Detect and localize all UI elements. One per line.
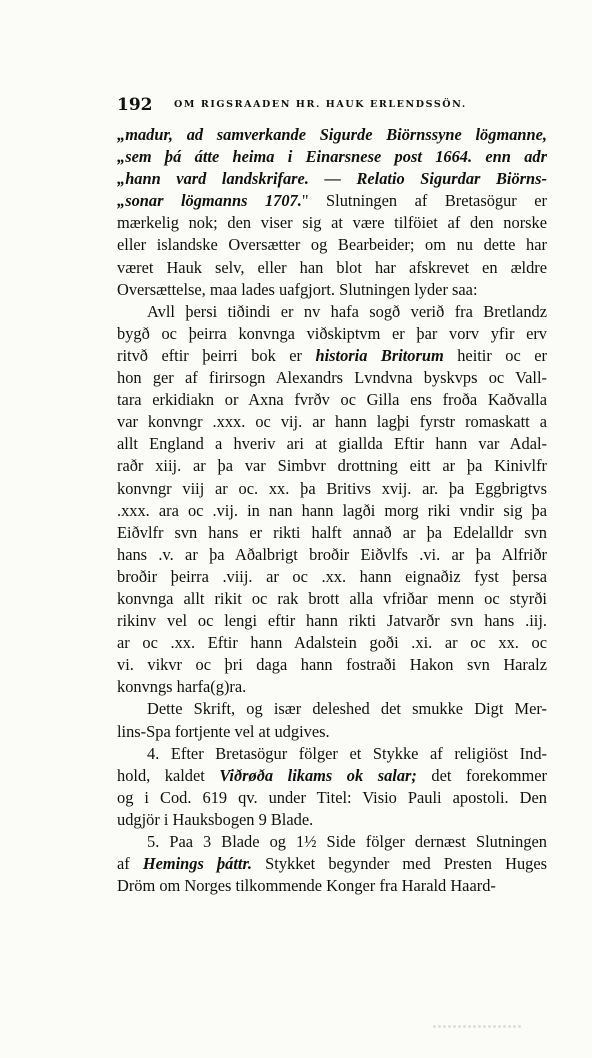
text-line bbox=[117, 345, 547, 367]
text-segment: lins-Spa fortjente vel at udgives. bbox=[117, 721, 330, 741]
text-line bbox=[117, 367, 547, 389]
italic-text: „hann vard landskrifare. — Relatio Sigurdar Biörns- bbox=[117, 169, 547, 189]
italic-text: historia Britorum bbox=[315, 345, 444, 365]
text-segment: " Slutningen af Bretasögur er bbox=[301, 191, 547, 211]
text-line bbox=[117, 610, 547, 632]
text-segment: Oversættelse, maa lades uafgjort. Slutningen lyder saa: bbox=[117, 279, 478, 299]
text-segment: 5. Paa 3 Blade og 1½ Side fölger dernæst Slutningen bbox=[147, 832, 547, 851]
text-segment: 4. Efter Bretasögur fölger et Stykke af religiöst Ind- bbox=[147, 743, 547, 763]
paragraph bbox=[117, 124, 547, 301]
text-line bbox=[117, 787, 547, 809]
text-segment: det forekommer bbox=[416, 765, 547, 785]
text-line bbox=[117, 212, 547, 234]
text-segment: hold, kaldet bbox=[117, 765, 220, 785]
page-number: 192 bbox=[117, 95, 153, 115]
text-line bbox=[117, 743, 547, 765]
text-line bbox=[117, 279, 547, 301]
text-line bbox=[117, 831, 547, 853]
text-line bbox=[117, 522, 547, 544]
text-line bbox=[117, 124, 547, 146]
italic-text: „sem þá átte heima i Einarsnese post 1664. enn adr bbox=[117, 147, 547, 167]
text-line bbox=[117, 853, 547, 875]
text-segment: Stykket begynder med Presten Huges bbox=[252, 854, 547, 874]
text-segment: heitir oc er bbox=[443, 345, 547, 365]
text-segment: hon ger af firirsogn Alexandrs Lvndvna byskvps oc Vall- bbox=[117, 368, 547, 388]
text-segment: konvngs harfa(g)ra. bbox=[117, 677, 247, 697]
text-segment: broðir þeirra .viij. ar oc .xx. hann eignaðiz fyst þersa bbox=[117, 566, 547, 586]
text-segment: ar oc .xx. Eftir hann Adalstein goði .xi. ar oc xx. oc bbox=[117, 633, 547, 653]
text-segment: Eiðvlfr svn hans er rikti halft annað ar þa Edelalldr svn bbox=[117, 522, 547, 542]
paragraph bbox=[117, 743, 547, 831]
text-segment: og i Cod. 619 qv. under Titel: Visio Pauli apostoli. Den bbox=[117, 787, 547, 807]
paragraph bbox=[117, 301, 547, 699]
text-segment: af bbox=[117, 854, 143, 874]
paragraph bbox=[117, 698, 547, 742]
text-segment: vi. vikvr oc þri daga hann fostraði Hakon svn Haralz bbox=[117, 655, 547, 675]
text-line bbox=[117, 809, 547, 831]
italic-text: Viðrøða likams ok salar; bbox=[219, 765, 417, 785]
text-line bbox=[117, 698, 547, 720]
text-segment: allt England a hveriv ari at giallda Eftir hann var Adal- bbox=[117, 434, 547, 454]
italic-text: „sonar lögmanns 1707. bbox=[117, 191, 302, 211]
text-line bbox=[117, 632, 547, 654]
text-line bbox=[117, 190, 547, 212]
text-line bbox=[117, 146, 547, 168]
text-line bbox=[117, 323, 547, 345]
italic-text: „madur, ad samverkande Sigurde Biörnssyne lögmanne, bbox=[117, 125, 547, 144]
text-line bbox=[117, 588, 547, 610]
text-segment: Dette Skrift, og især deleshed det smukke Digt Mer- bbox=[147, 699, 547, 719]
faint-sheet-mark bbox=[433, 1013, 543, 1031]
italic-text: Hemings þáttr. bbox=[142, 854, 253, 874]
text-segment: Avll þersi tiðindi er nv hafa sogð verið fra Bretlandz bbox=[147, 301, 547, 321]
text-segment: været Hauk selv, eller han blot har afskrevet en ældre bbox=[117, 257, 547, 277]
text-line bbox=[117, 478, 547, 500]
text-line bbox=[117, 500, 547, 522]
text-line bbox=[117, 455, 547, 477]
text-segment: konvngr viij ar oc. xx. þa Britivs xvij. ar. þa Eggbrigtvs bbox=[117, 478, 547, 498]
text-segment: konvnga allt rikit oc rak brott alla vfriðar menn oc styrði bbox=[117, 588, 547, 608]
text-segment: eller islandske Oversætter og Bearbeider; om nu dette har bbox=[117, 235, 547, 255]
text-line bbox=[117, 566, 547, 588]
text-segment: tara erkidiakn or Axna fvrðv oc Gilla ens froða Kaðvalla bbox=[117, 390, 547, 410]
text-line bbox=[117, 411, 547, 433]
text-line bbox=[117, 676, 547, 698]
text-line bbox=[117, 389, 547, 411]
text-line bbox=[117, 875, 547, 897]
body-text bbox=[117, 124, 547, 897]
text-line bbox=[117, 168, 547, 190]
text-line bbox=[117, 654, 547, 676]
page-header bbox=[117, 95, 547, 117]
text-segment: udgjör i Hauksbogen 9 Blade. bbox=[117, 809, 314, 829]
text-segment: hans .v. ar þa Aðalbrigt broðir Eiðvlfs .vi. ar þa Alfriðr bbox=[117, 544, 547, 564]
running-head: OM RIGSRAADEN HR. HAUK ERLENDSSÖN. bbox=[174, 99, 467, 110]
text-segment: bygð oc þeirra konvnga viðskiptvm er þar vorv yfir erv bbox=[117, 323, 547, 343]
text-line bbox=[117, 301, 547, 323]
text-segment: mærkelig nok; den viser sig at være tilföiet af den norske bbox=[117, 213, 547, 233]
text-segment: raðr xiij. ar þa var Simbvr drottning eitt ar þa Kinivlfr bbox=[117, 456, 547, 476]
text-segment: Dröm om Norges tilkommende Konger fra Harald Haard- bbox=[117, 876, 496, 896]
text-line bbox=[117, 433, 547, 455]
text-segment: var konvngr .xxx. oc vij. ar hann lagþi fyrstr romaskatt a bbox=[117, 412, 547, 432]
text-segment: ritvð eftir þeirri bok er bbox=[117, 345, 316, 365]
text-segment: rikinv vel oc lengi eftir hann rikti Jatvarðr svn hans .iij. bbox=[117, 611, 547, 631]
text-line bbox=[117, 257, 547, 279]
text-line bbox=[117, 544, 547, 566]
text-line bbox=[117, 234, 547, 256]
text-line bbox=[117, 721, 547, 743]
paragraph bbox=[117, 831, 547, 897]
text-segment: .xxx. ara oc .vij. in nan hann lagði morg riki vndir sig þa bbox=[117, 500, 547, 520]
text-line bbox=[117, 765, 547, 787]
